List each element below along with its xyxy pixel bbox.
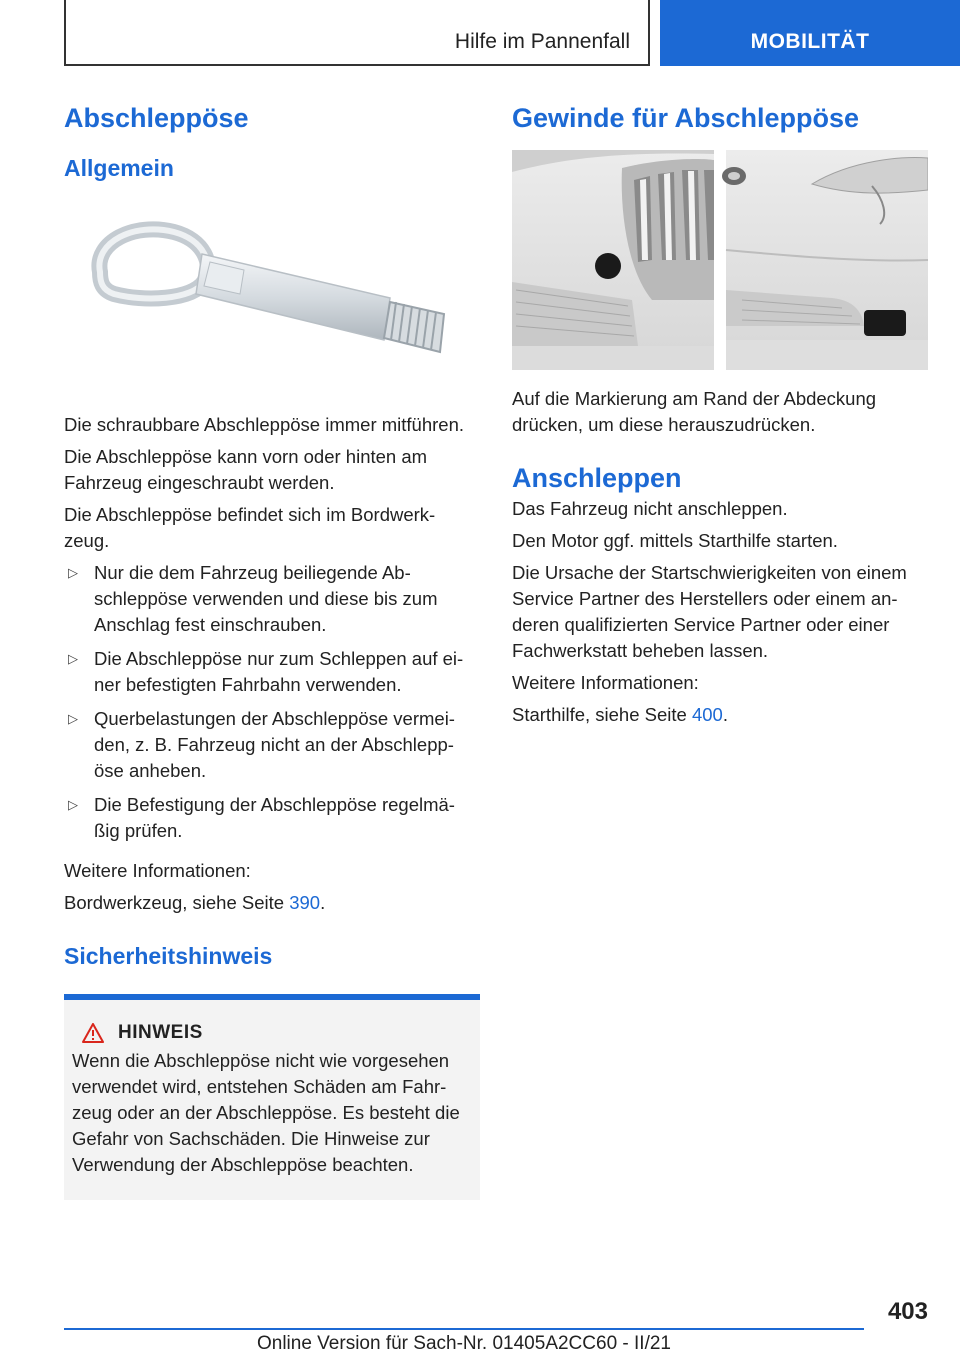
footer-version-text: Online Version für Sach-Nr. 01405A2CC60 - II/21 <box>256 1333 671 1354</box>
notice-label: HINWEIS <box>118 1022 203 1043</box>
reference-starthilfe: Starthilfe, siehe Seite 400. <box>512 704 728 725</box>
triangle-bullet-icon: ▷ <box>68 797 78 812</box>
warning-triangle-icon <box>82 1023 104 1043</box>
page-link-390[interactable]: 390 <box>289 892 321 913</box>
paragraph-always-carry: Die schraubbare Abschleppöse immer mitführen. <box>64 414 464 435</box>
list-item: ▷ Nur die dem Fahrzeug beiliegende Ab-schleppöse verwenden und diese bis zum Anschlag fest einschrauben. <box>68 562 438 635</box>
list-item: ▷ Querbelastungen der Abschleppöse vermei-den, z. B. Fahrzeug nicht an der Abschlepp-öse anheben. <box>68 708 455 781</box>
reference-bordwerkzeug: Bordwerkzeug, siehe Seite 390. <box>64 892 326 913</box>
triangle-bullet-icon: ▷ <box>68 711 78 726</box>
list-item: ▷ Die Abschleppöse nur zum Schleppen auf ei-ner befestigten Fahrbahn verwenden. <box>68 648 464 695</box>
paragraph-location: Die Abschleppöse befindet sich im Bordwerk-zeug. <box>64 504 436 551</box>
paragraph-jump-start: Den Motor ggf. mittels Starthilfe starten. <box>512 530 838 551</box>
list-item: ▷ Die Befestigung der Abschleppöse regelmä-ßig prüfen. <box>68 794 455 841</box>
heading-anschleppen: Anschleppen <box>512 463 682 493</box>
paragraph-front-rear: Die Abschleppöse kann vorn oder hinten am Fahrzeug eingeschraubt werden. <box>64 446 428 493</box>
instruction-list <box>64 560 480 844</box>
page-link-400[interactable]: 400 <box>691 704 723 725</box>
paragraph-no-tow-start: Das Fahrzeug nicht anschleppen. <box>512 498 788 519</box>
heading-gewinde: Gewinde für Abschleppöse <box>512 103 860 133</box>
caption-press-marking: Auf die Markierung am Rand der Abdeckung drücken, um diese herauszudrücken. <box>512 388 877 435</box>
triangle-bullet-icon: ▷ <box>68 565 78 580</box>
header-chapter-tab <box>660 0 960 66</box>
paragraph-service-partner: Die Ursache der Startschwierigkeiten von einem Service Partner des Herstellers oder einem an-deren qualifizierten Service Partner oder einer Fachwerkstatt beheben lassen. <box>512 562 907 661</box>
more-info-label: Weitere Informationen: <box>64 860 251 881</box>
page-number: 403 <box>887 1298 928 1325</box>
right-column <box>512 100 928 728</box>
header-chapter-label: MOBILITÄT <box>750 30 870 53</box>
more-info-label: Weitere Informationen: <box>512 672 699 693</box>
header-section-title: Hilfe im Pannenfall <box>454 30 630 53</box>
header-section-box <box>64 0 650 66</box>
car-bumper-photos <box>512 150 928 370</box>
subheading-allgemein: Allgemein <box>64 155 174 181</box>
towing-eye-illustration <box>64 202 480 398</box>
notice-text: Wenn die Abschleppöse nicht wie vorgesehen verwendet wird, entstehen Schäden am Fahr-zeug oder an der Abschleppöse. Es besteht die Gefahr von Sachschäden. Die Hinweise zur Verwendung der Abschleppöse beachten. <box>72 1050 460 1175</box>
left-column <box>64 100 480 1200</box>
notice-box <box>64 994 480 1200</box>
page-title-abschleppoese: Abschleppöse <box>64 103 249 133</box>
subheading-sicherheitshinweis: Sicherheitshinweis <box>64 943 273 969</box>
footer-divider <box>64 1328 864 1330</box>
triangle-bullet-icon: ▷ <box>68 651 78 666</box>
